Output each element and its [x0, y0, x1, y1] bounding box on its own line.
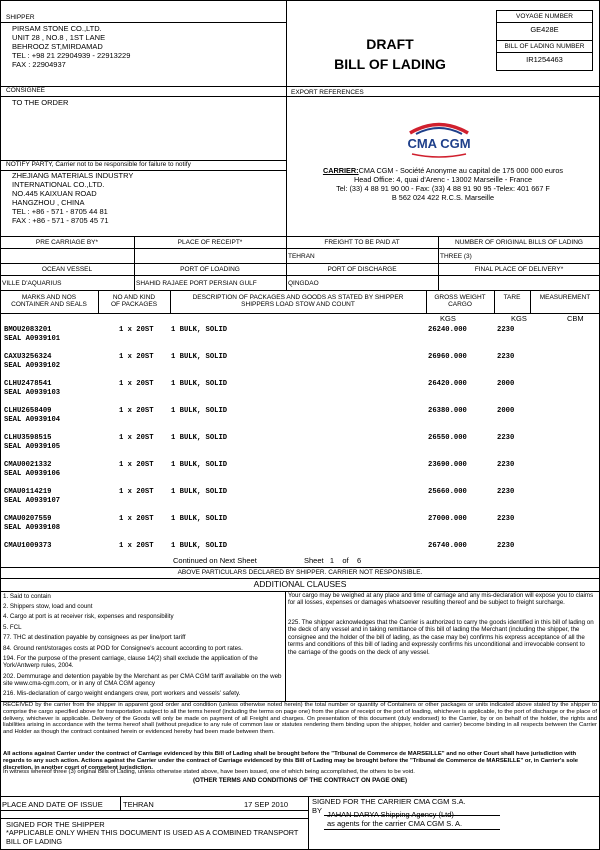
gross-weight: 26420.000: [428, 380, 467, 388]
seal-number: SEAL A0939106: [4, 470, 61, 478]
clause-left: 216. Mis-declaration of cargo weight endangers crew, port workers and vessels' safety.: [3, 690, 241, 697]
seal-number: SEAL A0939108: [4, 524, 61, 532]
unit-kgs-tare: KGS: [511, 314, 527, 323]
agent-capacity: as agents for the carrier CMA CGM S. A.: [327, 819, 463, 828]
clause-left: 84. Ground rent/storages costs at POD for Consignee's account according to port rates.: [3, 645, 243, 652]
consignee-value: TO THE ORDER: [12, 98, 69, 107]
notify-line: INTERNATIONAL CO.,LTD.: [12, 180, 105, 189]
container-number: CLHU3598515: [4, 434, 52, 442]
vessel-label: OCEAN VESSEL: [41, 266, 93, 273]
shipper-line: TEL : +98 21 22904939 - 22913229: [12, 51, 131, 60]
seal-number: SEAL A0939101: [4, 335, 61, 343]
rule: [0, 796, 600, 797]
package-description: 1 BULK, SOLID: [171, 380, 228, 388]
carrier-text: CMA CGM - Société Anonyme au capital de 175 000 000 euros: [358, 166, 564, 175]
package-quantity: 1 x 20ST: [119, 488, 154, 496]
clause-right-weight: Your cargo may be weighed at any place and time of carriage and any mis-declaration will expose you to claims for all losses, expenses or damages whatsoever resulting thereof and be subject to freight surcharge.: [288, 592, 594, 607]
divider-vertical-top: [286, 0, 287, 236]
shipper-label: SHIPPER: [6, 14, 35, 21]
final-delivery-label: FINAL PLACE OF DELIVERY*: [474, 266, 564, 273]
tare-weight: 2230: [497, 542, 515, 550]
rule: [0, 810, 308, 811]
by-label: BY: [312, 806, 323, 815]
voyage-label: VOYAGE NUMBER: [516, 13, 573, 20]
package-quantity: 1 x 20ST: [119, 515, 154, 523]
unit-cbm: CBM: [567, 314, 584, 323]
rule: [0, 818, 308, 819]
svg-text:CMA CGM: CMA CGM: [407, 136, 471, 151]
notify-line: ZHEJIANG MATERIALS INDUSTRY: [12, 171, 134, 180]
clause-left: 4. Cargo at port is at receiver risk, expenses and responsibility: [3, 613, 174, 620]
vessel-value: VILLE D'AQUARIUS: [2, 280, 62, 287]
gross-weight: 23690.000: [428, 461, 467, 469]
pod-value: QINGDAO: [288, 280, 319, 287]
bl-number: IR1254463: [526, 55, 563, 64]
additional-clauses-title: ADDITIONAL CLAUSES: [253, 579, 347, 589]
description-header: DESCRIPTION OF PACKAGES AND GOODS AS STATED BY SHIPPER SHIPPERS LOAD STOW AND COUNT: [192, 294, 404, 309]
originals-value: THREE (3): [440, 253, 472, 260]
rule: [308, 796, 309, 850]
rule: [0, 567, 600, 568]
gross-weight: 27000.000: [428, 515, 467, 523]
clause-left: 194. For the purpose of the present carriage, clause 14(2) shall exclude the application of the York/Antwerp rules, 2004.: [3, 655, 258, 670]
gross-weight: 26960.000: [428, 353, 467, 361]
seal-number: SEAL A0939105: [4, 443, 61, 451]
agent-name: JAHAN DARYA Shipping Agency (Ltd): [327, 810, 454, 819]
gross-weight: 25660.000: [428, 488, 467, 496]
cma-cgm-logo: [404, 120, 474, 160]
package-quantity: 1 x 20ST: [119, 461, 154, 469]
place-date-label: PLACE AND DATE OF ISSUE: [2, 800, 103, 809]
notify-line: FAX : +86 - 571 - 8705 45 71: [12, 216, 109, 225]
other-terms: (OTHER TERMS AND CONDITIONS OF THE CONTRACT ON PAGE ONE): [192, 777, 408, 784]
container-number: CMAU0114219: [4, 488, 52, 496]
tare-weight: 2000: [497, 407, 515, 415]
rule: [120, 796, 121, 810]
gross-weight: 26550.000: [428, 434, 467, 442]
package-quantity: 1 x 20ST: [119, 434, 154, 442]
rule: [0, 275, 600, 276]
container-number: BMOU2083201: [4, 326, 52, 334]
package-description: 1 BULK, SOLID: [171, 407, 228, 415]
freight-label: FREIGHT TO BE PAID AT: [324, 239, 400, 246]
clause-right-225: 225. The shipper acknowledges that the Carrier is authorized to carry the goods identified in this bill of lading on the deck of any vessel and in taking remittance of this bill of lading the Merchant (including the shipper, the consignee and the holder of the bill of lading, as the case may be) confirms his express acceptance of all the terms and conditions of this bill of lading and expressly confirms his unconditional and irrevocable consent to the carriage of the goods on the deck of any vessel.: [288, 619, 594, 656]
gross-weight: 26740.000: [428, 542, 467, 550]
container-number: CLHU2658409: [4, 407, 52, 415]
date-value: 17 SEP 2010: [244, 800, 289, 809]
container-number: CMAU0021332: [4, 461, 52, 469]
place-value: TEHRAN: [123, 800, 154, 809]
measurement-header: MEASUREMENT: [539, 294, 591, 301]
tare-header: TARE: [503, 294, 521, 301]
package-quantity: 1 x 20ST: [119, 407, 154, 415]
seal-number: SEAL A0939102: [4, 362, 61, 370]
cma-cgm-logo-icon: [404, 120, 474, 160]
jurisdiction-terms: All actions against Carrier under the contract of Carriage evidenced by this Bill of Lading shall be brought before the "Tribunal de Commerce de MARSEILLE" and no other Court shall have jurisdiction with regards to any such action. Actions against the Carrier under the contract of Carriage evidenced by this Bill of Lading may be brought before the "Tribunal de Commerce de MARSEILLE" or, in Carrier's sole discretion, in another court of competent jurisdiction.: [3, 751, 579, 771]
pol-value: SHAHID RAJAEE PORT PERSIAN GULF: [136, 280, 257, 287]
shipper-line: BEHROOZ ST,MIRDAMAD: [12, 42, 103, 51]
voyage-number: GE428E: [530, 25, 559, 34]
seal-number: SEAL A0939107: [4, 497, 61, 505]
shipper-line: UNIT 28 , NO.8 , 1ST LANE: [12, 33, 106, 42]
declared-by-shipper: ABOVE PARTICULARS DECLARED BY SHIPPER. CARRIER NOT RESPONSIBLE.: [177, 569, 423, 576]
clause-left: 1. Said to contain: [3, 593, 51, 600]
package-description: 1 BULK, SOLID: [171, 326, 228, 334]
notify-line: HANGZHOU , CHINA: [12, 198, 85, 207]
package-quantity: 1 x 20ST: [119, 353, 154, 361]
kind-header: NO AND KIND OF PACKAGES: [110, 294, 158, 309]
rule: [0, 96, 600, 97]
tare-weight: 2230: [497, 488, 515, 496]
clause-left: 5. FCL: [3, 624, 22, 631]
pre-carriage-label: PRE CARRIAGE BY*: [35, 239, 99, 246]
tare-weight: 2230: [497, 326, 515, 334]
container-number: CMAU0207559: [4, 515, 52, 523]
clause-left: 77. THC at destination payable by consignees as per line/port tariff: [3, 634, 186, 641]
gross-weight: 26380.000: [428, 407, 467, 415]
clause-left: 2. Shippers stow, load and count: [3, 603, 93, 610]
doc-title-bol: BILL OF LADING: [334, 56, 446, 72]
tare-weight: 2230: [497, 434, 515, 442]
signed-for-carrier: SIGNED FOR THE CARRIER CMA CGM S.A.: [312, 797, 466, 806]
signed-for-shipper: SIGNED FOR THE SHIPPER: [6, 820, 105, 829]
marks-header: MARKS AND NOS CONTAINER AND SEALS: [11, 294, 87, 309]
carrier-label: CARRIER:: [322, 166, 359, 175]
unit-kgs-gross: KGS: [440, 314, 456, 323]
rule: [0, 86, 600, 87]
combined-transport-note: *APPLICABLE ONLY WHEN THIS DOCUMENT IS USED AS A COMBINED TRANSPORT BILL OF LADING: [6, 828, 299, 846]
clause-left: 202. Demmurage and detention payable by the Merchant as per CMA CGM tariff available on the web site www.cma-cgm.com, or in any of CMA CGM agency: [3, 673, 282, 688]
container-number: CAXU3256324: [4, 353, 52, 361]
ref-rule: [496, 40, 593, 41]
tare-weight: 2230: [497, 461, 515, 469]
rule: [285, 591, 286, 701]
package-quantity: 1 x 20ST: [119, 380, 154, 388]
package-description: 1 BULK, SOLID: [171, 488, 228, 496]
carrier-line3: Tel: (33) 4 88 91 90 00 - Fax: (33) 4 88 91 90 95 -Telex: 401 667 F: [336, 184, 550, 193]
tare-weight: 2000: [497, 380, 515, 388]
gross-weight-header: GROSS WEIGHT CARGO: [434, 294, 486, 309]
pod-label: PORT OF DISCHARGE: [327, 266, 397, 273]
carrier-line2: Head Office: 4, quai d'Arenc - 13002 Marseille - France: [353, 175, 533, 184]
package-quantity: 1 x 20ST: [119, 542, 154, 550]
package-description: 1 BULK, SOLID: [171, 542, 228, 550]
bl-number-label: BILL OF LADING NUMBER: [504, 43, 585, 50]
package-description: 1 BULK, SOLID: [171, 353, 228, 361]
place-receipt-label: PLACE OF RECEIPT*: [177, 239, 243, 246]
witness-terms: In witness whereof three (3) original Bills of Lading, unless otherwise stated above, have been issued, one of which being accomplished, the others to be void.: [3, 769, 415, 775]
rule: [0, 236, 600, 237]
rule: [0, 263, 600, 264]
ref-rule: [496, 52, 593, 53]
package-description: 1 BULK, SOLID: [171, 461, 228, 469]
gross-weight: 26240.000: [428, 326, 467, 334]
doc-title-draft: DRAFT: [366, 36, 414, 52]
notify-line: NO.445 KAIXUAN ROAD: [12, 189, 97, 198]
consignee-label: CONSIGNEE: [6, 87, 46, 94]
rule: [0, 290, 600, 291]
seal-number: SEAL A0939104: [4, 416, 61, 424]
package-quantity: 1 x 20ST: [119, 326, 154, 334]
package-description: 1 BULK, SOLID: [171, 515, 228, 523]
received-terms: RECEIVED by the carrier from the shipper in apparent good order and condition (unless otherwise noted herein) the total number or quantity of Containers or other packages or units indicated above stated by the shipper to comprise the cargo specified above for transportation subject to all the terms hereof (including the terms on page one) from the place of receipt or the port of loading, whichever is applicable, to the port of discharge or the place of delivery, whichever is applicable. Delivery of the Goods will only be made on payment of all Freight and charges. On presentation of this document (duly endorsed) to the Carrier, by or on behalf of the holder, the rights and liabilities arising in accordance with the terms hereof shall (without prejudice to any rule of common law or statutes rendering them binding upon the shipper, holder and carrier) become binding in all respects between the Carrier and Holder as though the contract contained herein or evidenced hereby had been made between them.: [3, 702, 597, 736]
signature-line: [324, 829, 500, 830]
package-description: 1 BULK, SOLID: [171, 434, 228, 442]
seal-number: SEAL A0939103: [4, 389, 61, 397]
container-number: CMAU1009373: [4, 542, 52, 550]
ref-rule: [496, 22, 593, 23]
shipper-line: FAX : 22904937: [12, 60, 66, 69]
notify-label: NOTIFY PARTY, Carrier not to be responsible for failure to notify: [6, 161, 191, 168]
shipper-line: PIRSAM STONE CO.,LTD.: [12, 24, 102, 33]
carrier-line4: B 562 024 422 R.C.S. Marseille: [391, 193, 495, 202]
export-references-label: EXPORT REFERENCES: [291, 89, 364, 96]
sheet-count: Sheet 1 of 6: [304, 556, 362, 565]
shipper-label-rule: [0, 22, 286, 23]
continued-next-sheet: Continued on Next Sheet: [173, 556, 257, 565]
tare-weight: 2230: [497, 353, 515, 361]
freight-value: TEHRAN: [288, 253, 315, 260]
originals-label: NUMBER OF ORIGINAL BILLS OF LADING: [455, 239, 583, 246]
pol-label: PORT OF LOADING: [180, 266, 240, 273]
tare-weight: 2230: [497, 515, 515, 523]
container-number: CLHU2478541: [4, 380, 52, 388]
notify-line: TEL : +86 - 571 - 8705 44 81: [12, 207, 108, 216]
rule: [0, 248, 600, 249]
rule: [0, 313, 600, 314]
